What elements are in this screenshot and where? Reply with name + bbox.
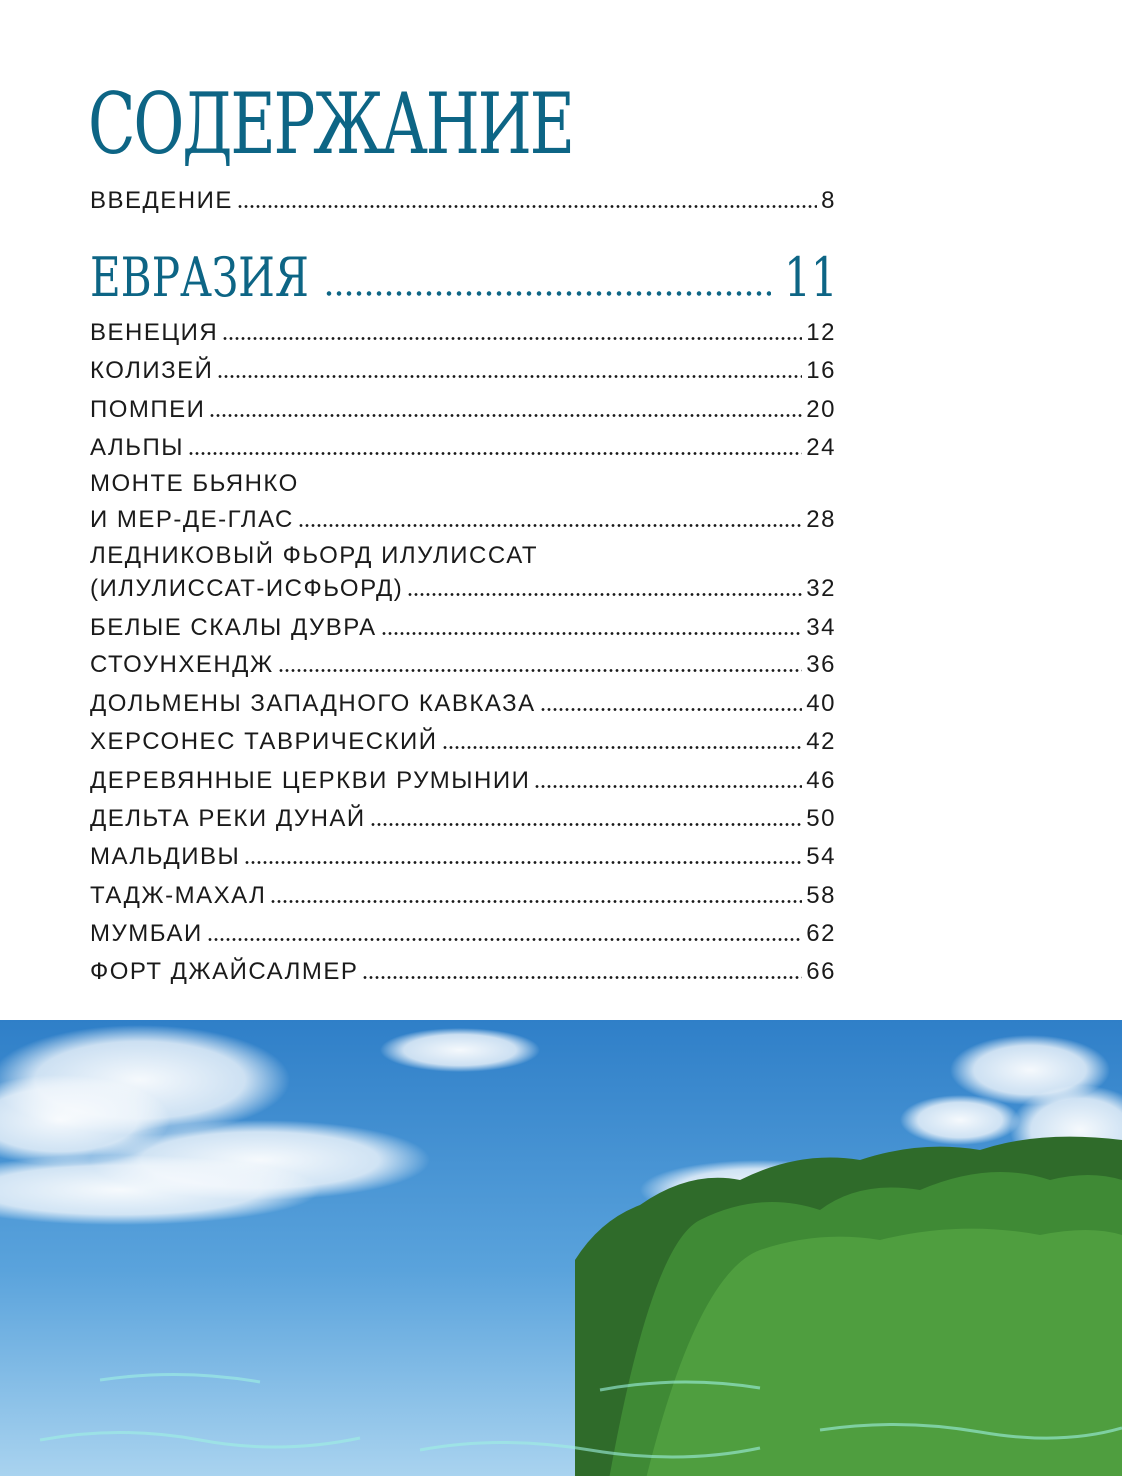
toc-entry-page: 34 <box>806 614 836 641</box>
toc-entry-page: 46 <box>806 767 836 794</box>
dot-leader <box>237 205 817 208</box>
dot-leader <box>407 593 802 596</box>
toc-entry-page: 16 <box>806 357 836 384</box>
toc-entry-intro[interactable] <box>90 186 836 216</box>
dot-leader <box>209 414 802 417</box>
dot-leader <box>222 337 802 340</box>
toc-entry-page: 28 <box>806 506 836 533</box>
toc-entry[interactable] <box>90 433 836 463</box>
toc-entry[interactable] <box>90 766 836 796</box>
toc-entry-first-line: МОНТЕ БЬЯНКО <box>90 470 299 497</box>
toc-entry-label: ДЕРЕВЯННЫЕ ЦЕРКВИ РУМЫНИИ <box>90 767 531 794</box>
toc-entry-label: ТАДЖ-МАХАЛ <box>90 882 267 909</box>
toc-entry[interactable] <box>90 881 836 911</box>
dot-leader <box>207 938 803 941</box>
section-page-number: 11 <box>784 246 838 309</box>
toc-entry[interactable] <box>90 919 836 949</box>
dot-leader <box>278 669 803 672</box>
dot-leader <box>217 375 802 378</box>
toc-entry-page: 42 <box>806 728 836 755</box>
toc-entry-page: 12 <box>806 319 836 346</box>
dot-leader <box>298 524 802 527</box>
toc-entry[interactable] <box>90 804 836 834</box>
toc-entry-page: 40 <box>806 690 836 717</box>
toc-entry[interactable] <box>90 842 836 872</box>
section-dot-leader <box>324 291 772 296</box>
dot-leader <box>370 823 803 826</box>
toc-entry-label: ХЕРСОНЕС ТАВРИЧЕСКИЙ <box>90 728 438 755</box>
toc-entry-label: АЛЬПЫ <box>90 434 185 461</box>
toc-entry[interactable] <box>90 318 836 348</box>
toc-entry-label: ДОЛЬМЕНЫ ЗАПАДНОГО КАВКАЗА <box>90 690 536 717</box>
toc-entry-label: СТОУНХЕНДЖ <box>90 651 274 678</box>
toc-entry[interactable] <box>90 957 836 987</box>
toc-entry[interactable] <box>90 574 836 604</box>
toc-entry[interactable] <box>90 395 836 425</box>
toc-entry-label: ВЕНЕЦИЯ <box>90 319 219 346</box>
toc-entry-page: 36 <box>806 651 836 678</box>
page-title: СОДЕРЖАНИЕ <box>88 75 573 173</box>
toc-entry-label: ВВЕДЕНИЕ <box>90 187 233 214</box>
toc-entry-page: 58 <box>806 882 836 909</box>
dot-leader <box>442 746 803 749</box>
toc-entry-page: 62 <box>806 920 836 947</box>
toc-entry-label: ДЕЛЬТА РЕКИ ДУНАЙ <box>90 805 366 832</box>
dot-leader <box>270 900 802 903</box>
toc-entry[interactable] <box>90 356 836 386</box>
toc-entry-page: 50 <box>806 805 836 832</box>
toc-entry-page: 8 <box>821 187 836 214</box>
toc-entry-label: МАЛЬДИВЫ <box>90 843 241 870</box>
toc-section-eurasia[interactable] <box>90 248 838 308</box>
toc-entry-label: И МЕР-ДЕ-ГЛАС <box>90 506 294 533</box>
toc-entry-page: 66 <box>806 958 836 985</box>
toc-entry-page: 20 <box>806 396 836 423</box>
dot-leader <box>534 785 802 788</box>
toc-entry-page: 32 <box>806 575 836 602</box>
toc-entry-label: ПОМПЕИ <box>90 396 206 423</box>
toc-entry[interactable] <box>90 505 836 535</box>
dot-leader <box>540 708 803 711</box>
toc-entry-label: (ИЛУЛИССАТ-ИСФЬОРД) <box>90 575 404 602</box>
toc-entry-page: 54 <box>806 843 836 870</box>
toc-entry[interactable] <box>90 650 836 680</box>
tropical-beach-photo <box>0 1020 1122 1476</box>
toc-entry-label: КОЛИЗЕЙ <box>90 357 214 384</box>
toc-entry-label: ФОРТ ДЖАЙСАЛМЕР <box>90 958 359 985</box>
toc-entry[interactable] <box>90 689 836 719</box>
toc-entry[interactable] <box>90 727 836 757</box>
dot-leader <box>244 861 802 864</box>
dot-leader <box>188 452 802 455</box>
toc-entry-label: БЕЛЫЕ СКАЛЫ ДУВРА <box>90 614 377 641</box>
dot-leader <box>362 976 802 979</box>
section-heading: ЕВРАЗИЯ <box>90 246 309 309</box>
toc-entry[interactable] <box>90 613 836 643</box>
toc-entry-first-line: ЛЕДНИКОВЫЙ ФЬОРД ИЛУЛИССАТ <box>90 542 538 569</box>
toc-entry-page: 24 <box>806 434 836 461</box>
toc-entry-label: МУМБАИ <box>90 920 203 947</box>
dot-leader <box>381 632 803 635</box>
